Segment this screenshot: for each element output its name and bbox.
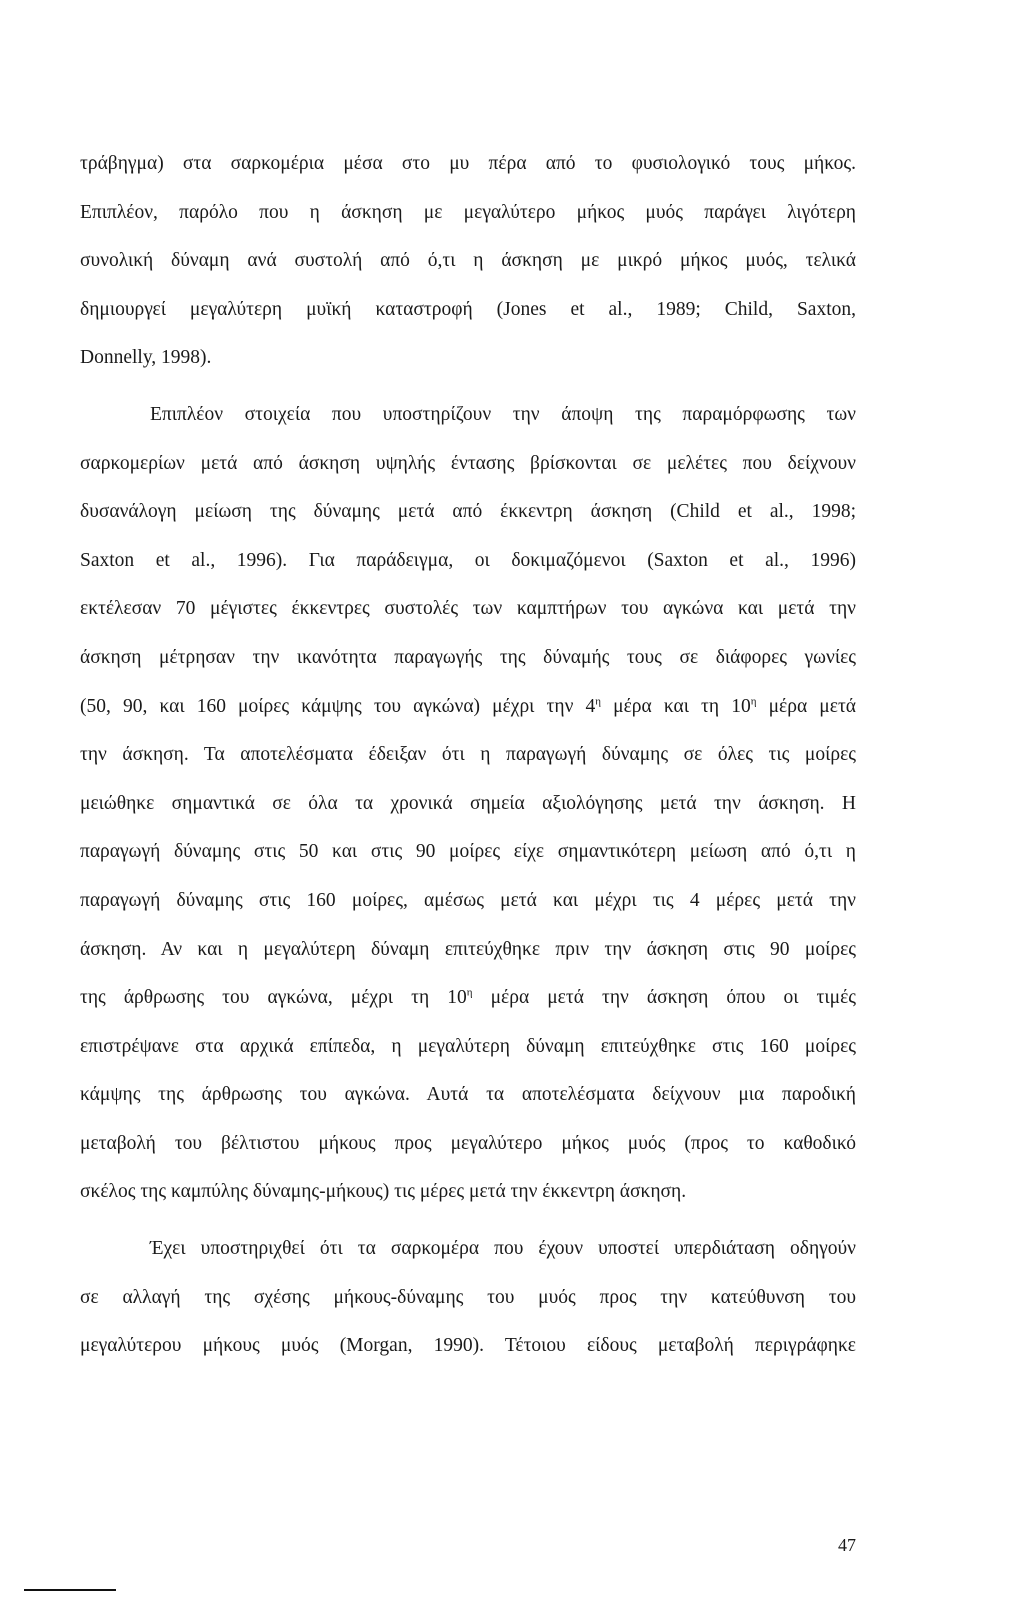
text-line: μεγαλύτερου μήκους μυός (Morgan, 1990). Τέτοιου είδους μεταβολή περιγράφηκε [80,1335,856,1357]
paragraph-2 [80,402,856,1228]
text-line: σκέλος της καμπύλης δύναμης-μήκους) τις μέρες μετά την έκκεντρη άσκηση. [80,1181,687,1203]
line-segment: μέρα και τη 10 [601,695,751,717]
text-line: Επιπλέον, παρόλο που η άσκηση με μεγαλύτερο μήκος μυός παράγει λιγότερη [80,201,856,223]
paragraph-1 [80,151,856,394]
text-line: σαρκομερίων μετά από άσκηση υψηλής έντασης βρίσκονται σε μελέτες που δείχνουν [80,452,856,474]
ordinal-superscript: η [595,695,602,708]
text-line: κάμψης της άρθρωσης του αγκώνα. Αυτά τα αποτελέσματα δείχνουν μια παροδική [80,1084,856,1106]
text-line: Donnelly, 1998). [80,347,212,369]
page-number: 47 [838,1535,856,1555]
line-segment: (50, 90, και 160 μοίρες κάμψης του αγκώνα) μέχρι την 4 [80,695,596,717]
text-line: συνολική δύναμη ανά συστολή από ό,τι η άσκηση με μικρό μήκος μυός, τελικά [80,250,856,272]
text-line: σε αλλαγή της σχέσης μήκους-δύναμης του μυός προς την κατεύθυνση του [80,1286,856,1308]
line-segment: της άρθρωσης του αγκώνα, μέχρι τη 10 [80,987,467,1009]
ordinal-superscript: η [750,695,757,708]
text-line [80,694,856,743]
text-line: Επιπλέον στοιχεία που υποστηρίζουν την άποψη της παραμόρφωσης των [150,403,856,425]
ordinal-superscript: η [466,986,473,999]
text-line: μεταβολή του βέλτιστου μήκους προς μεγαλύτερο μήκος μυός (προς το καθοδικό [80,1132,856,1154]
text-line: δημιουργεί μεγαλύτερη μυϊκή καταστροφή (Jones et al., 1989; Child, Saxton, [80,298,856,320]
footer-rule [24,1589,116,1591]
text-line: Έχει υποστηριχθεί ότι τα σαρκομέρα που έχουν υποστεί υπερδιάταση οδηγούν [150,1238,856,1260]
paragraph-3 [80,1236,856,1382]
line-segment: μέρα μετά την άσκηση όπου οι τιμές [472,987,856,1009]
text-line [80,985,856,1034]
text-line: την άσκηση. Τα αποτελέσματα έδειξαν ότι η παραγωγή δύναμης σε όλες τις μοίρες [80,744,856,766]
text-line: τράβηγμα) στα σαρκομέρια μέσα στο μυ πέρα από το φυσιολογικό τους μήκος. [80,153,856,174]
text-line: επιστρέψανε στα αρχικά επίπεδα, η μεγαλύτερη δύναμη επιτεύχθηκε στις 160 μοίρες [80,1035,856,1057]
line-segment: μέρα μετά [756,695,856,717]
text-line: άσκηση μέτρησαν την ικανότητα παραγωγής της δύναμής τους σε διάφορες γωνίες [80,646,856,668]
text-line: δυσανάλογη μείωση της δύναμης μετά από έκκεντρη άσκηση (Child et al., 1998; [80,501,856,523]
text-line: παραγωγή δύναμης στις 160 μοίρες, αμέσως μετά και μέχρι τις 4 μέρες μετά την [80,889,856,911]
text-line: εκτέλεσαν 70 μέγιστες έκκεντρες συστολές των καμπτήρων του αγκώνα και μετά την [80,598,856,620]
text-line: άσκηση. Αν και η μεγαλύτερη δύναμη επιτεύχθηκε πριν την άσκηση στις 90 μοίρες [80,938,856,960]
text-line: Saxton et al., 1996). Για παράδειγμα, οι δοκιμαζόμενοι (Saxton et al., 1996) [80,549,856,571]
page-body [80,151,856,1382]
text-line: παραγωγή δύναμης στις 50 και στις 90 μοίρες είχε σημαντικότερη μείωση από ό,τι η [80,841,856,863]
text-line: μειώθηκε σημαντικά σε όλα τα χρονικά σημεία αξιολόγησης μετά την άσκηση. Η [80,792,856,814]
